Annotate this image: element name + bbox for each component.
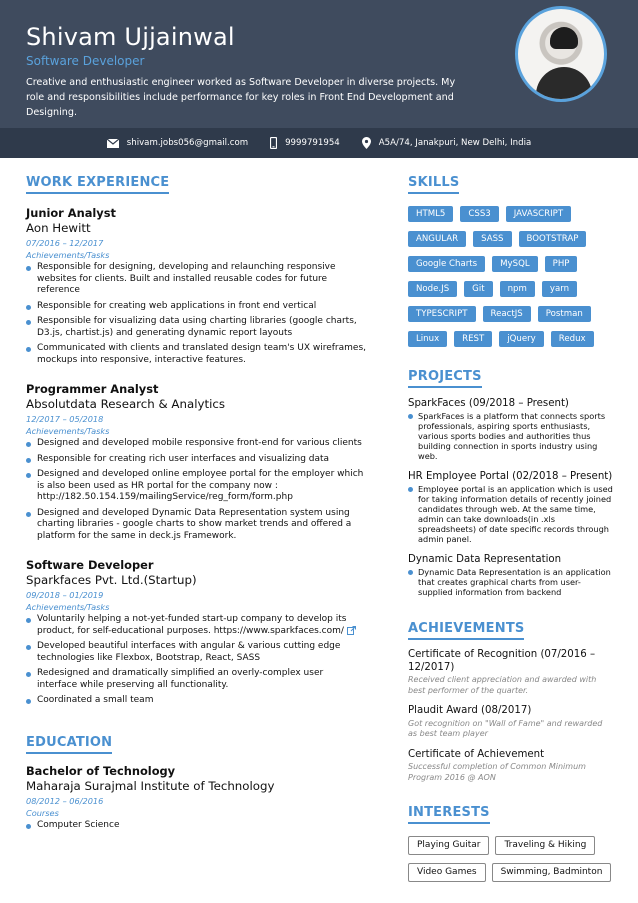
achievement-entry	[408, 705, 613, 740]
skill-tag: CSS3	[460, 206, 498, 222]
job-dates: 12/2017 – 05/2018	[26, 414, 104, 424]
achievement-desc: Got recognition on "Wall of Fame" and rewarded as best team player	[408, 718, 603, 738]
achievement-desc: Successful completion of Common Minimum Program 2016 @ AON	[408, 762, 586, 782]
resume-header	[0, 0, 638, 128]
left-column	[26, 171, 366, 835]
skill-tag: TYPESCRIPT	[408, 306, 476, 322]
job-company: Aon Hewitt	[26, 221, 91, 235]
project-desc-list	[408, 411, 613, 461]
skill-tag: REST	[454, 331, 492, 347]
project-entry	[408, 398, 613, 461]
project-title: SparkFaces (09/2018 – Present)	[408, 398, 569, 409]
right-column	[408, 171, 613, 890]
course-list	[26, 820, 366, 832]
school-name: Maharaja Surajmal Institute of Technology	[26, 778, 275, 793]
job-title: Junior Analyst	[26, 206, 116, 220]
external-link-icon[interactable]	[347, 626, 356, 635]
contact-email[interactable]	[107, 138, 248, 148]
task-item: Developed beautiful interfaces with angular & various cutting edge technologies like Flexbox, Bootstrap, React, SASS	[26, 641, 366, 664]
task-item: Responsible for designing, developing and relaunching responsive websites for clients. Built and installed reusable codes for future reference	[26, 262, 366, 297]
tasks-label: Achievements/Tasks	[26, 250, 110, 260]
interests-section	[408, 801, 613, 882]
job-dates: 07/2016 – 12/2017	[26, 238, 104, 248]
tasks-label: Achievements/Tasks	[26, 602, 110, 612]
interest-tag: Swimming, Badminton	[492, 863, 612, 882]
project-title: HR Employee Portal (02/2018 – Present)	[408, 471, 613, 482]
profile-summary: Creative and enthusiastic engineer worked as Software Developer in diverse projects. My role and responsibilities include performance for key roles in Front End Development and Designing.	[26, 77, 456, 118]
project-desc-list	[408, 484, 613, 544]
tasks-label: Achievements/Tasks	[26, 426, 110, 436]
job-entry	[26, 382, 366, 542]
location-pin-icon	[362, 137, 371, 149]
skill-tag: yarn	[542, 281, 577, 297]
task-item: Responsible for visualizing data using charting libraries (google charts, D3.js, chartist.js) and generating dynamic report layouts	[26, 316, 366, 339]
achievement-title: Plaudit Award (08/2017)	[408, 705, 532, 716]
achievement-entry	[408, 749, 613, 784]
education-heading: EDUCATION	[26, 735, 112, 754]
skill-tag: Google Charts	[408, 256, 485, 272]
skill-tag: JAVASCRIPT	[506, 206, 571, 222]
task-item: Coordinated a small team	[26, 695, 366, 707]
task-list	[26, 262, 366, 366]
interests-heading: INTERESTS	[408, 805, 490, 824]
job-title: Programmer Analyst	[26, 382, 159, 396]
skill-tag: Redux	[551, 331, 594, 347]
skill-tag: Git	[464, 281, 492, 297]
skill-tag: HTML5	[408, 206, 453, 222]
skill-row	[408, 256, 598, 272]
skill-tag: ReactJS	[483, 306, 531, 322]
skill-tag: jQuery	[499, 331, 544, 347]
task-item: Designed and developed online employee portal for the employer which is also been used as HR portal for the company now : http://182.50.154.159/mailingService/reg_form/form.php	[26, 469, 366, 504]
task-item: Designed and developed Dynamic Data Representation system using charting libraries - google charts to show market trends and offered a platform for the same in deck.js Framework.	[26, 508, 366, 543]
task-item: Designed and developed mobile responsive front-end for various clients	[26, 438, 366, 450]
skill-tag: npm	[500, 281, 535, 297]
task-item: Communicated with clients and translated design team's UX wireframes, mockups into responsive, interactive features.	[26, 343, 366, 366]
job-dates: 09/2018 – 01/2019	[26, 590, 104, 600]
interest-row	[408, 863, 613, 882]
project-desc: Employee portal is an application which is used for taking information details of recently joined candidates through web. At the same time, admin can take downloads(in .xls spreadsheets) of date specific records through admin panel.	[408, 484, 613, 544]
phone-icon	[270, 137, 277, 149]
task-list	[26, 438, 366, 542]
project-title: Dynamic Data Representation	[408, 554, 562, 565]
achievements-heading: ACHIEVEMENTS	[408, 621, 524, 640]
email-text: shivam.jobs056@gmail.com	[126, 138, 249, 148]
education-section	[26, 731, 366, 832]
skill-tag: MySQL	[492, 256, 538, 272]
skills-heading: SKILLS	[408, 175, 459, 194]
skill-tag: SASS	[473, 231, 511, 247]
projects-section	[408, 365, 613, 597]
contact-address	[362, 137, 531, 149]
achievement-desc: Received client appreciation and awarded with best performer of the quarter.	[408, 675, 597, 695]
education-entry	[26, 764, 366, 832]
task-item: Redesigned and dramatically simplified an overly-complex user interface while preserving all functionality.	[26, 668, 366, 691]
achievements-section	[408, 617, 613, 783]
phone-text: 9999791954	[285, 138, 340, 148]
project-desc-list	[408, 567, 613, 597]
courses-label: Courses	[26, 807, 59, 818]
contact-bar	[0, 128, 638, 158]
project-entry	[408, 471, 613, 544]
task-list	[26, 614, 366, 707]
achievement-entry	[408, 649, 613, 696]
work-experience-heading: WORK EXPERIENCE	[26, 175, 169, 194]
candidate-role: Software Developer	[26, 54, 145, 68]
degree-title: Bachelor of Technology	[26, 763, 176, 778]
skill-row	[408, 231, 598, 247]
job-company: Absolutdata Research & Analytics	[26, 397, 226, 411]
skill-tag: ANGULAR	[408, 231, 466, 247]
skill-tag: Node.JS	[408, 281, 457, 297]
project-desc: SparkFaces is a platform that connects sports professionals, aspiring sports enthusiasts, various sports bodies and authorities thus building connection in sports industry using web.	[408, 411, 613, 461]
achievement-title: Certificate of Recognition (07/2016 – 12/2017)	[408, 649, 596, 673]
job-company: Sparkfaces Pvt. Ltd.(Startup)	[26, 573, 197, 587]
task-item: Responsible for creating web applications in front end vertical	[26, 301, 366, 313]
interest-row	[408, 836, 613, 855]
skill-tag: Postman	[538, 306, 591, 322]
skill-row	[408, 281, 598, 297]
interests-list	[408, 836, 613, 882]
project-entry	[408, 554, 613, 597]
project-desc: Dynamic Data Representation is an application that creates graphical charts from user-supplied information from backend	[408, 567, 613, 597]
achievement-title: Certificate of Achievement	[408, 748, 545, 760]
envelope-icon	[107, 139, 119, 148]
candidate-name: Shivam Ujjainwal	[26, 23, 235, 51]
job-entry	[26, 558, 366, 707]
projects-heading: PROJECTS	[408, 369, 482, 388]
education-dates: 08/2012 – 06/2016	[26, 795, 104, 806]
interest-tag: Playing Guitar	[408, 836, 489, 855]
skill-tag: PHP	[545, 256, 578, 272]
skill-row	[408, 331, 598, 347]
course-item: Computer Science	[26, 820, 366, 832]
skill-tag: Linux	[408, 331, 447, 347]
job-entry	[26, 206, 366, 366]
skill-tag: BOOTSTRAP	[519, 231, 587, 247]
interest-tag: Video Games	[408, 863, 486, 882]
job-title: Software Developer	[26, 558, 154, 572]
contact-phone[interactable]	[270, 137, 340, 149]
task-text: Voluntarily helping a not-yet-funded start-up company to develop its product, for self-educational purposes. https://www.sparkfaces.com/	[37, 614, 347, 636]
skills-list	[408, 206, 598, 347]
skill-row	[408, 306, 598, 322]
profile-photo	[515, 6, 607, 102]
address-text: A5A/74, Janakpuri, New Delhi, India	[378, 138, 532, 148]
task-item	[26, 614, 366, 637]
interest-tag: Traveling & Hiking	[495, 836, 595, 855]
task-item: Responsible for creating rich user interfaces and visualizing data	[26, 454, 366, 466]
skill-row	[408, 206, 598, 222]
